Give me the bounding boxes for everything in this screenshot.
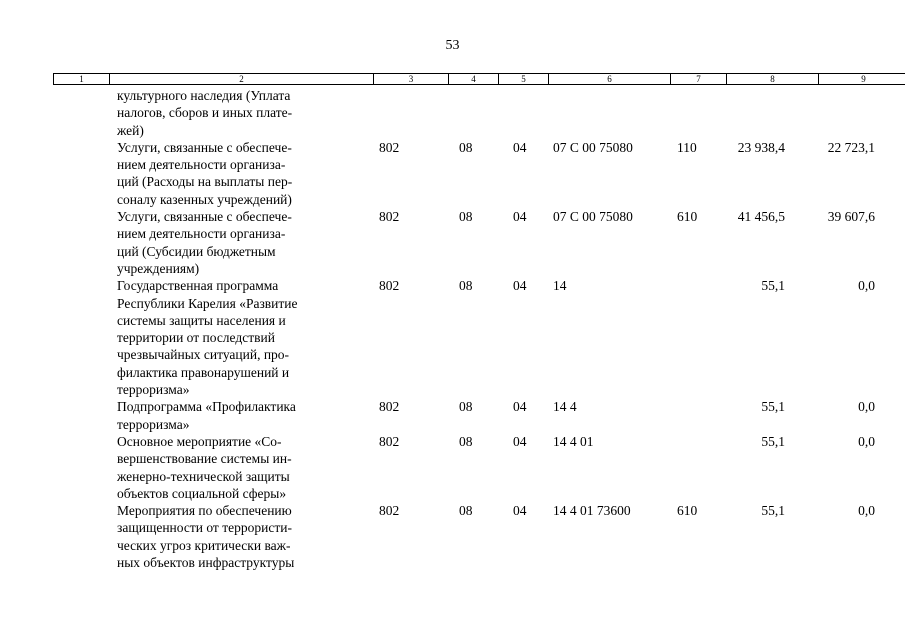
row-c4: 08	[459, 139, 473, 155]
header-col-6: 6	[549, 74, 671, 85]
row-c3: 802	[379, 209, 400, 225]
row-c4: 08	[459, 399, 473, 415]
row-c4	[448, 87, 498, 139]
header-col-3: 3	[374, 74, 449, 85]
row-c3: 802	[379, 139, 400, 155]
header-col-5: 5	[499, 74, 549, 85]
row-c6: 14	[553, 278, 567, 294]
row-c6: 07 С 00 75080	[553, 209, 633, 225]
row-c5: 04	[513, 209, 527, 225]
row-c3: 802	[379, 433, 400, 449]
row-c6: 14 4	[553, 399, 577, 415]
table-row	[53, 502, 881, 571]
row-c5: 04	[513, 399, 527, 415]
header-col-4: 4	[449, 74, 499, 85]
row-c7	[670, 398, 726, 433]
row-c9: 0,0	[858, 278, 875, 294]
header-col-8: 8	[727, 74, 819, 85]
row-c7	[670, 433, 726, 502]
row-c4: 08	[459, 503, 473, 519]
row-c9: 0,0	[858, 433, 875, 449]
row-c8	[726, 87, 791, 139]
row-c8: 23 938,4	[737, 139, 785, 155]
row-c5: 04	[513, 503, 527, 519]
row-c5: 04	[513, 433, 527, 449]
table-row	[53, 433, 881, 502]
row-c7	[670, 87, 726, 139]
table-row	[53, 139, 881, 208]
table-row	[53, 208, 881, 277]
row-c9: 0,0	[858, 399, 875, 415]
row-c3: 802	[379, 399, 400, 415]
row-name: Государственная программа Республики Карелия «Развитие системы защиты населения и территории от последствий чрезвычайных ситуаций, про- филактика правонарушений и терроризма»	[117, 278, 298, 398]
row-c9: 39 607,6	[827, 209, 875, 225]
table-body	[53, 87, 881, 571]
table-row	[53, 87, 881, 139]
row-c7	[670, 277, 726, 398]
page-number: 53	[445, 38, 460, 53]
row-c5: 04	[513, 139, 527, 155]
row-c3: 802	[379, 278, 400, 294]
row-name: Основное мероприятие «Со- вершенствование системы ин- женерно-технической защиты объектов социальной сферы»	[117, 433, 292, 501]
row-c9: 22 723,1	[827, 139, 875, 155]
row-c4: 08	[459, 433, 473, 449]
header-col-1: 1	[54, 74, 110, 85]
row-c7: 610	[677, 209, 698, 225]
row-c9: 0,0	[858, 503, 875, 519]
row-c8: 55,1	[761, 503, 785, 519]
table-row	[53, 398, 881, 433]
row-c3	[373, 87, 448, 139]
row-c6: 14 4 01	[553, 433, 594, 449]
row-c6	[548, 87, 670, 139]
row-name: Услуги, связанные с обеспече- нием деятельности организа- ций (Расходы на выплаты пер- соналу казенных учреждений)	[117, 139, 293, 207]
row-c8: 55,1	[761, 433, 785, 449]
row-c4: 08	[459, 278, 473, 294]
row-c8: 41 456,5	[737, 209, 785, 225]
row-c5	[498, 87, 548, 139]
header-col-9: 9	[819, 74, 905, 85]
row-c5: 04	[513, 278, 527, 294]
row-name: Услуги, связанные с обеспече- нием деятельности организа- ций (Субсидии бюджетным учреждениям)	[117, 209, 292, 276]
row-c7: 610	[677, 503, 698, 519]
row-c8: 55,1	[761, 278, 785, 294]
row-c7: 110	[677, 139, 697, 155]
row-name: культурного наследия (Уплата налогов, сборов и иных плате- жей)	[117, 88, 293, 138]
row-c8: 55,1	[761, 399, 785, 415]
row-name: Подпрограмма «Профилактика терроризма»	[117, 399, 296, 432]
header-col-7: 7	[671, 74, 727, 85]
row-c4: 08	[459, 209, 473, 225]
table-row	[53, 277, 881, 398]
row-c6: 07 С 00 75080	[553, 139, 633, 155]
budget-table	[53, 87, 881, 571]
column-number-header	[53, 73, 905, 85]
row-c3: 802	[379, 503, 400, 519]
row-c6: 14 4 01 73600	[553, 503, 631, 519]
row-c9	[791, 87, 881, 139]
header-col-2: 2	[110, 74, 374, 85]
row-name: Мероприятия по обеспечению защищенности от террористи- ческих угроз критически важ- ных объектов инфраструктуры	[117, 503, 295, 571]
